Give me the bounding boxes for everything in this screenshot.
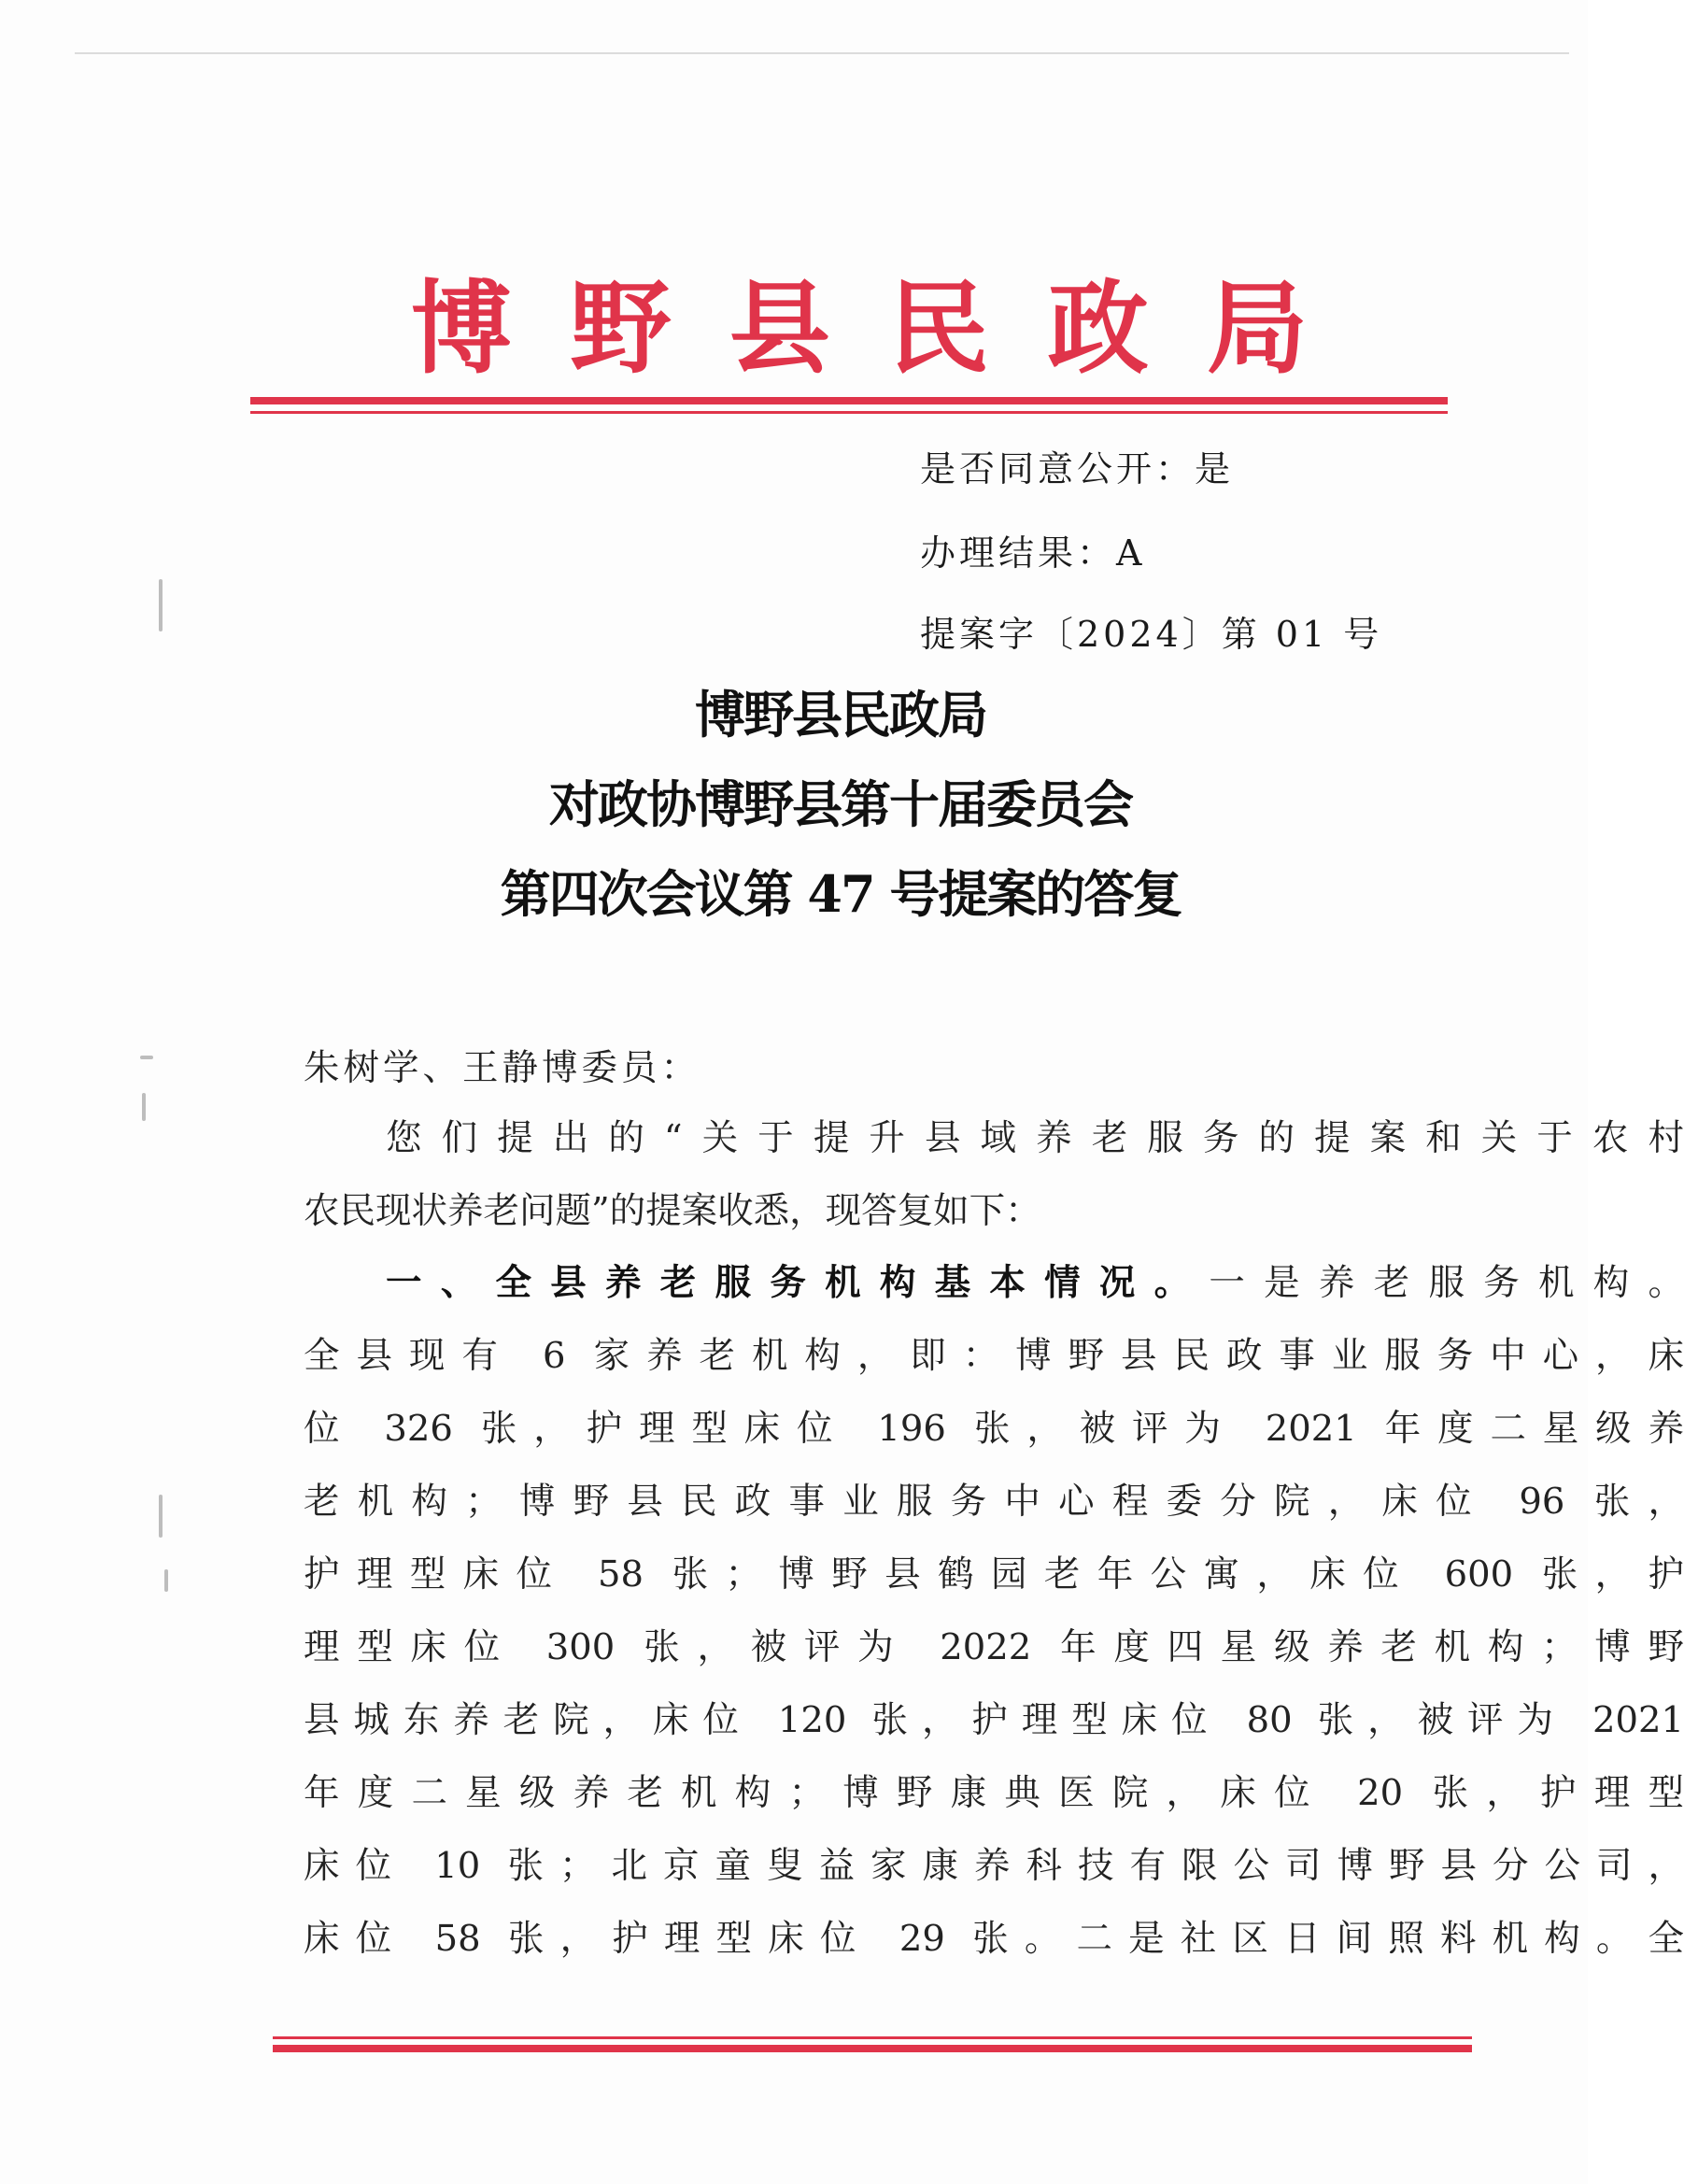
scan-edge-line (75, 52, 1569, 54)
scan-speck (159, 1495, 163, 1538)
document-title-line2: 对政协博野县第十届委员会 (549, 774, 1132, 834)
disclosure-line: 是否同意公开：是 (920, 448, 1235, 489)
paragraph-line: 理型床位 300 张，被评为 2022 年度四星级养老机构；博野 (304, 1626, 1684, 1668)
paragraph-line: 全县现有 6 家养老机构，即：博野县民政事业服务中心，床 (304, 1335, 1684, 1377)
paragraph-line: 年度二星级养老机构；博野康典医院，床位 20 张，护理型 (304, 1772, 1684, 1814)
paragraph-line: 您们提出的“关于提升县域养老服务的提案和关于农村 (386, 1117, 1684, 1159)
footer-rule-thin (273, 2036, 1472, 2039)
paragraph-line: 护理型床位 58 张；博野县鹤园老年公寓，床位 600 张，护 (304, 1553, 1684, 1595)
paragraph-line: 老机构；博野县民政事业服务中心程委分院，床位 96 张， (304, 1481, 1684, 1523)
paragraph-line-rest: 一是养老服务机构。 (1209, 1262, 1684, 1304)
document-title-line3: 第四次会议第 47 号提案的答复 (500, 864, 1182, 924)
letterhead-rule-thick (250, 397, 1448, 404)
section-heading: 一、全县养老服务机构基本情况。 (386, 1262, 1210, 1304)
letterhead-title (411, 263, 1308, 394)
paragraph-line (386, 1261, 1684, 1306)
paragraph-line: 农民现状养老问题”的提案收悉，现答复如下： (304, 1190, 1041, 1232)
document-title-line1: 博野县民政局 (695, 685, 986, 745)
document-number: 提案字〔2024〕第 01 号 (920, 614, 1383, 655)
scan-speck (159, 579, 163, 631)
letterhead-char: 博 (411, 270, 513, 388)
scan-speck (140, 1056, 153, 1059)
paragraph-line: 床位 58 张，护理型床位 29 张。二是社区日间照料机构。全 (304, 1918, 1684, 1960)
salutation: 朱树学、王静博委员： (304, 1047, 701, 1089)
scan-speck (164, 1569, 168, 1592)
letterhead-char: 县 (729, 270, 830, 388)
paragraph-line: 位 326 张，护理型床位 196 张，被评为 2021 年度二星级养 (304, 1408, 1684, 1450)
scan-speck (142, 1093, 146, 1121)
paragraph-line: 县城东养老院，床位 120 张，护理型床位 80 张，被评为 2021 (304, 1699, 1684, 1741)
letterhead-char: 局 (1206, 270, 1308, 388)
letterhead-rule-thin (250, 411, 1448, 414)
result-line: 办理结果：A (920, 532, 1146, 574)
footer-rule-thick (273, 2045, 1472, 2052)
letterhead-char: 野 (570, 270, 672, 388)
letterhead-char: 政 (1047, 270, 1149, 388)
letterhead-char: 民 (888, 270, 990, 388)
paragraph-line: 床位 10 张；北京童叟益家康养科技有限公司博野县分公司， (304, 1845, 1684, 1887)
